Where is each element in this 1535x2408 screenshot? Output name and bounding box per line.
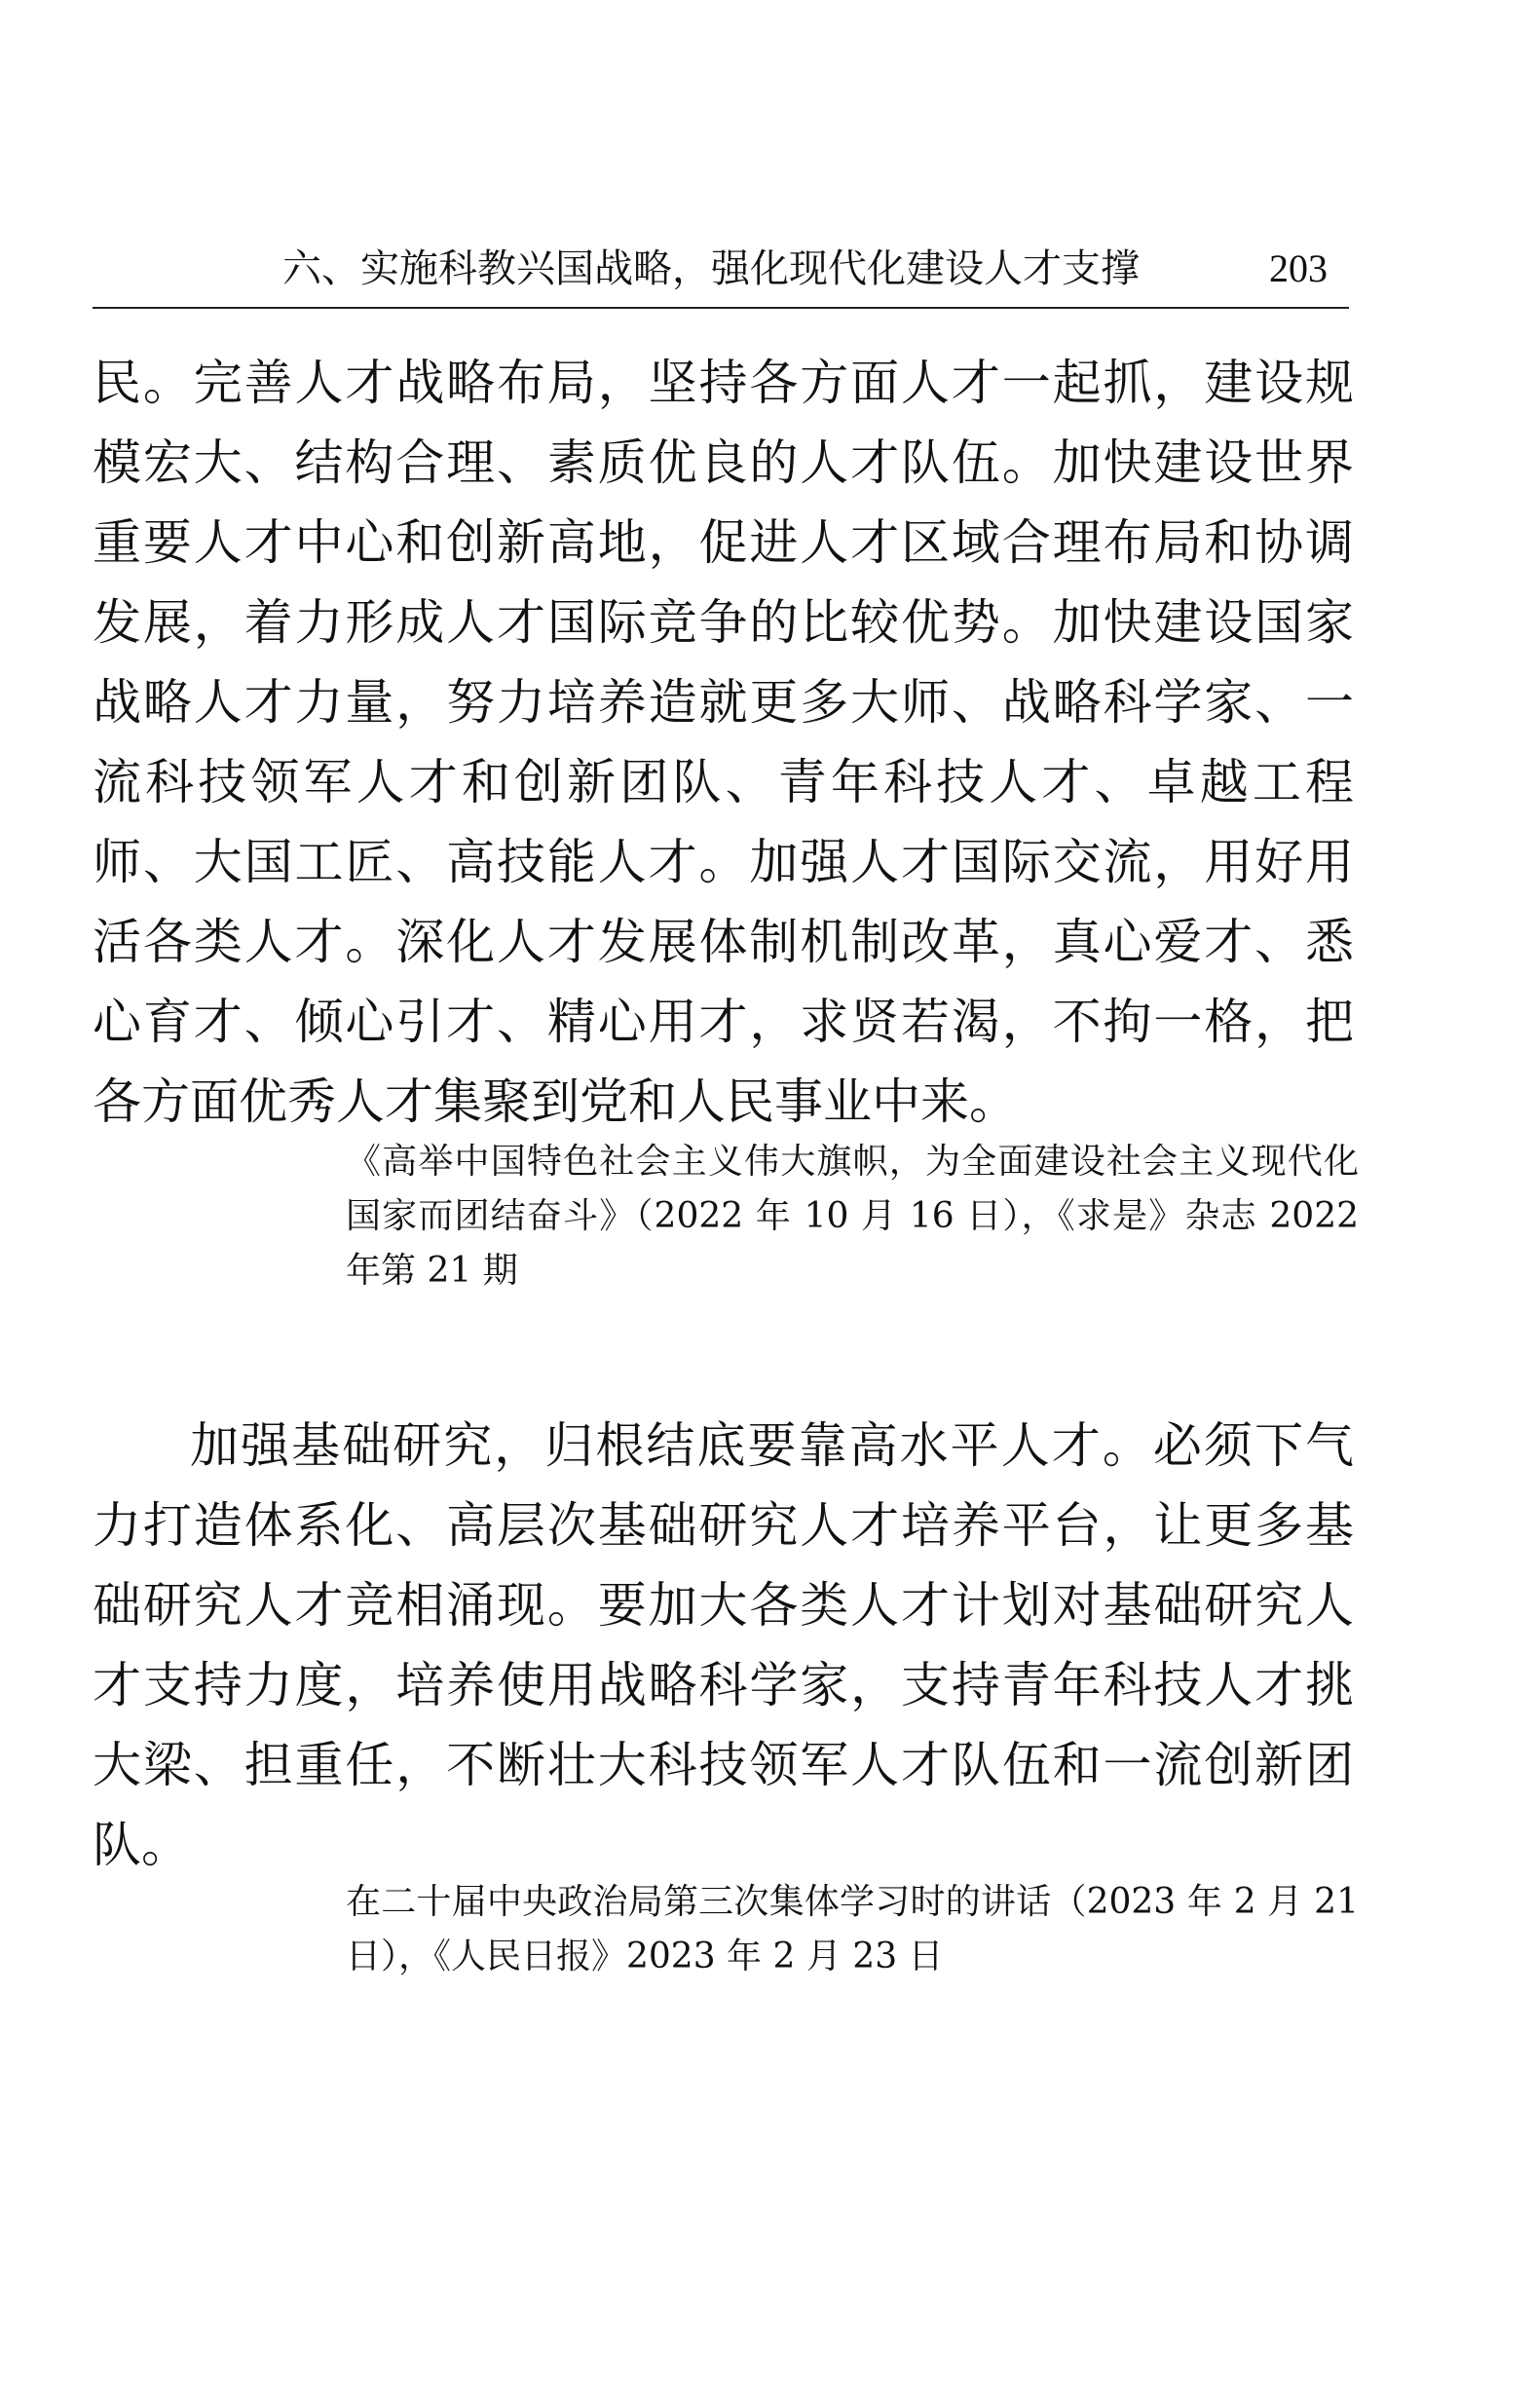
body-paragraph-2: 加强基础研究，归根结底要靠高水平人才。必须下气力打造体系化、高层次基础研究人才培养平台，让更多基础研究人才竞相涌现。要加大各类人才计划对基础研究人才支持力度，培养使用战略科学家，支持青年科技人才挑大梁、担重任，不断壮大科技领军人才队伍和一流创新团队。 xyxy=(93,1417,1354,1873)
running-header xyxy=(93,239,1349,309)
citation-1: 《高举中国特色社会主义伟大旗帜，为全面建设社会主义现代化国家而团结奋斗》（2022 年 10 月 16 日），《求是》杂志 2022 年第 21 期 xyxy=(346,1142,1359,1291)
page-number: 203 xyxy=(1269,246,1328,290)
chapter-title: 六、实施科教兴国战略，强化现代化建设人才支撑 xyxy=(282,246,1140,291)
citation-2: 在二十届中央政治局第三次集体学习时的讲话（2023 年 2 月 21 日），《人民日报》2023 年 2 月 23 日 xyxy=(346,1882,1359,1976)
body-paragraph-1: 民。完善人才战略布局，坚持各方面人才一起抓，建设规模宏大、结构合理、素质优良的人才队伍。加快建设世界重要人才中心和创新高地，促进人才区域合理布局和协调发展，着力形成人才国际竞争的比较优势。加快建设国家战略人才力量，努力培养造就更多大师、战略科学家、一流科技领军人才和创新团队、青年科技人才、卓越工程师、大国工匠、高技能人才。加强人才国际交流，用好用活各类人才。深化人才发展体制机制改革，真心爱才、悉心育才、倾心引才、精心用才，求贤若渴，不拘一格，把各方面优秀人才集聚到党和人民事业中来。 xyxy=(93,355,1354,1130)
